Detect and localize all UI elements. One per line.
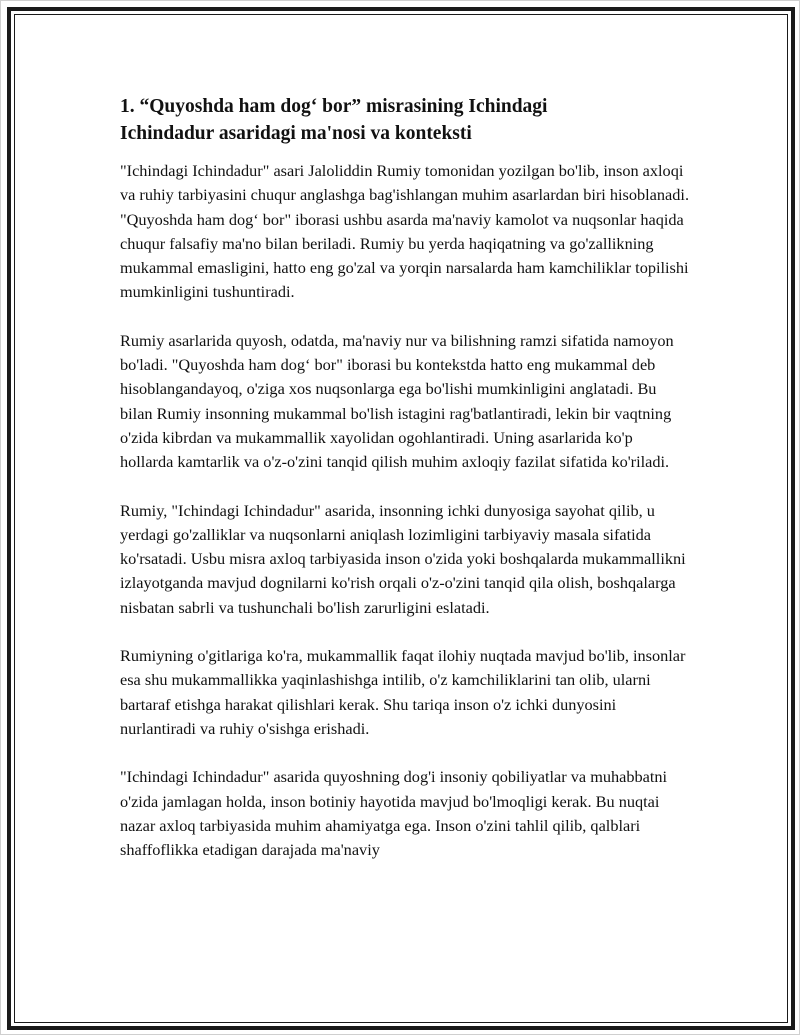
section-heading bbox=[120, 93, 690, 147]
heading-line-2: Ichindadur asaridagi ma'nosi va konteksti bbox=[120, 123, 472, 144]
document-body bbox=[120, 93, 690, 886]
paragraph-4: Rumiyning o'gitlariga ko'ra, mukammallik faqat ilohiy nuqtada mavjud bo'lib, insonlar esa shu mukammallikka yaqinlashishga intilib, o'z kamchiliklarini tan olib, ularni bartaraf etishga harakat qilishlari kerak. Shu tariqa inson o'z ichki dunyosini nurlantiradi va ruhiy o'sishga erishadi. bbox=[120, 646, 686, 738]
heading-line-1: 1. “Quyoshda ham dog‘ bor” misrasining Ichindagi bbox=[120, 96, 548, 117]
paragraph-1: "Ichindagi Ichindadur" asari Jaloliddin Rumiy tomonidan yozilgan bo'lib, inson axloqi va ruhiy tarbiyasini chuqur anglashga bag'ishlangan muhim asarlardan biri hisoblanadi. "Quyoshda ham dog‘ bor" iborasi ushbu asarda ma'naviy kamolot va nuqsonlar haqida chuqur falsafiy ma'no bilan beriladi. Rumiy bu yerda haqiqatning va go'zallikning mukammal emasligini, hatto eng go'zal va yorqin narsalarda ham kamchiliklar topilishi mumkinligini tushuntiradi. bbox=[120, 161, 690, 302]
paragraph-5: "Ichindagi Ichindadur" asarida quyoshning dog'i insoniy qobiliyatlar va muhabbatni o'zida jamlagan holda, inson botiniy hayotida mavjud bo'lmoqligi kerak. Bu nuqtai nazar axloq tarbiyasida muhim ahamiyatga ega. Inson o'zini tahlil qilib, qalblari shaffoflikka etadigan darajada ma'naviy bbox=[120, 767, 668, 860]
paragraph-3: Rumiy, "Ichindagi Ichindadur" asarida, insonning ichki dunyosiga sayohat qilib, u yerdagi go'zalliklar va nuqsonlarni aniqlash lozimligini tarbiyaviy masala sifatida ko'rsatadi. Usbu misra axloq tarbiyasida inson o'zida yoki boshqalarda mukammallikni izlayotganda mavjud dognilarni ko'rish orqali o'z-o'zini tanqid qila olish, boshqalarga nisbatan sabrli va tushunchali bo'lish zarurligini eslatadi. bbox=[120, 500, 686, 617]
paragraph-2: Rumiy asarlarida quyosh, odatda, ma'naviy nur va bilishning ramzi sifatida namoyon bo'ladi. "Quyoshda ham dog‘ bor" iborasi bu kontekstda hatto eng mukammal deb hisoblangandayoq, o'ziga xos nuqsonlarga ega bo'lishi mumkinligini anglatadi. Bu bilan Rumiy insonning mukammal bo'lish istagini rag'batlantiradi, lekin bir vaqtning o'zida kibrdan va mukammallik xayolidan ogohlantiradi. Uning asarlarida ko'p hollarda kamtarlik va o'z-o'zini tanqid qilish muhim axloqiy fazilat sifatida ko'riladi. bbox=[120, 330, 674, 472]
